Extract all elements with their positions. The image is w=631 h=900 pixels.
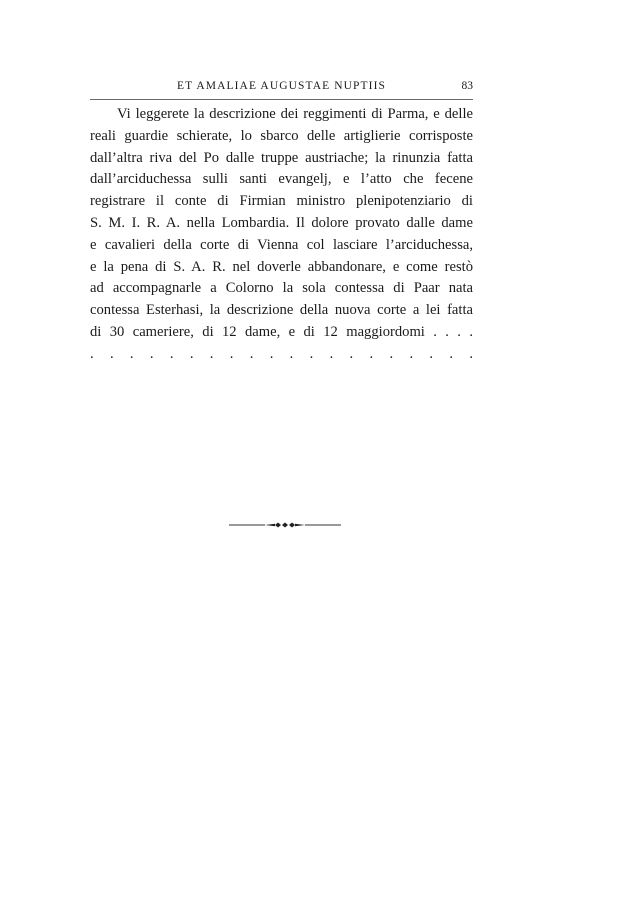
text-line: e cavalieri della corte di Vienna col lasciare l’arciduchessa, [90, 236, 473, 253]
page-number: 83 [461, 80, 473, 92]
text-line: di 30 cameriere, di 12 dame, e di 12 maggiordomi . . . . [90, 323, 473, 340]
running-head [90, 78, 473, 98]
running-title: ET AMALIAE AUGUSTAE NUPTIIS [176, 80, 387, 92]
text-line: registrare il conte di Firmian ministro plenipotenziario di [90, 193, 473, 210]
tailpiece-rule-icon [229, 519, 341, 531]
text-line: reali guardie schierate, lo sbarco delle artiglierie corrisposte [90, 127, 473, 144]
text-line: dall’altra riva del Po dalle truppe austriache; la rinunzia fatta [90, 149, 473, 166]
text-line: Vi leggerete la descrizione dei reggimenti di Parma, e delle [117, 106, 473, 122]
header-rule [90, 99, 473, 100]
text-line: S. M. I. R. A. nella Lombardia. Il dolore provato dalle dame [90, 214, 473, 231]
body-paragraph [90, 104, 473, 366]
text-line: e la pena di S. A. R. nel doverle abbandonare, e come restò [90, 258, 473, 275]
text-line: ad accompagnarle a Colorno la sola contessa di Paar nata [90, 280, 473, 297]
dot-leader-line: . . . . . . . . . . . . . . . . . . . . [90, 345, 473, 362]
text-line: dall’arciduchessa sulli santi evangelj, e l’atto che fecene [90, 171, 473, 188]
text-line: contessa Esterhasi, la descrizione della nuova corte a lei fatta [90, 302, 473, 319]
